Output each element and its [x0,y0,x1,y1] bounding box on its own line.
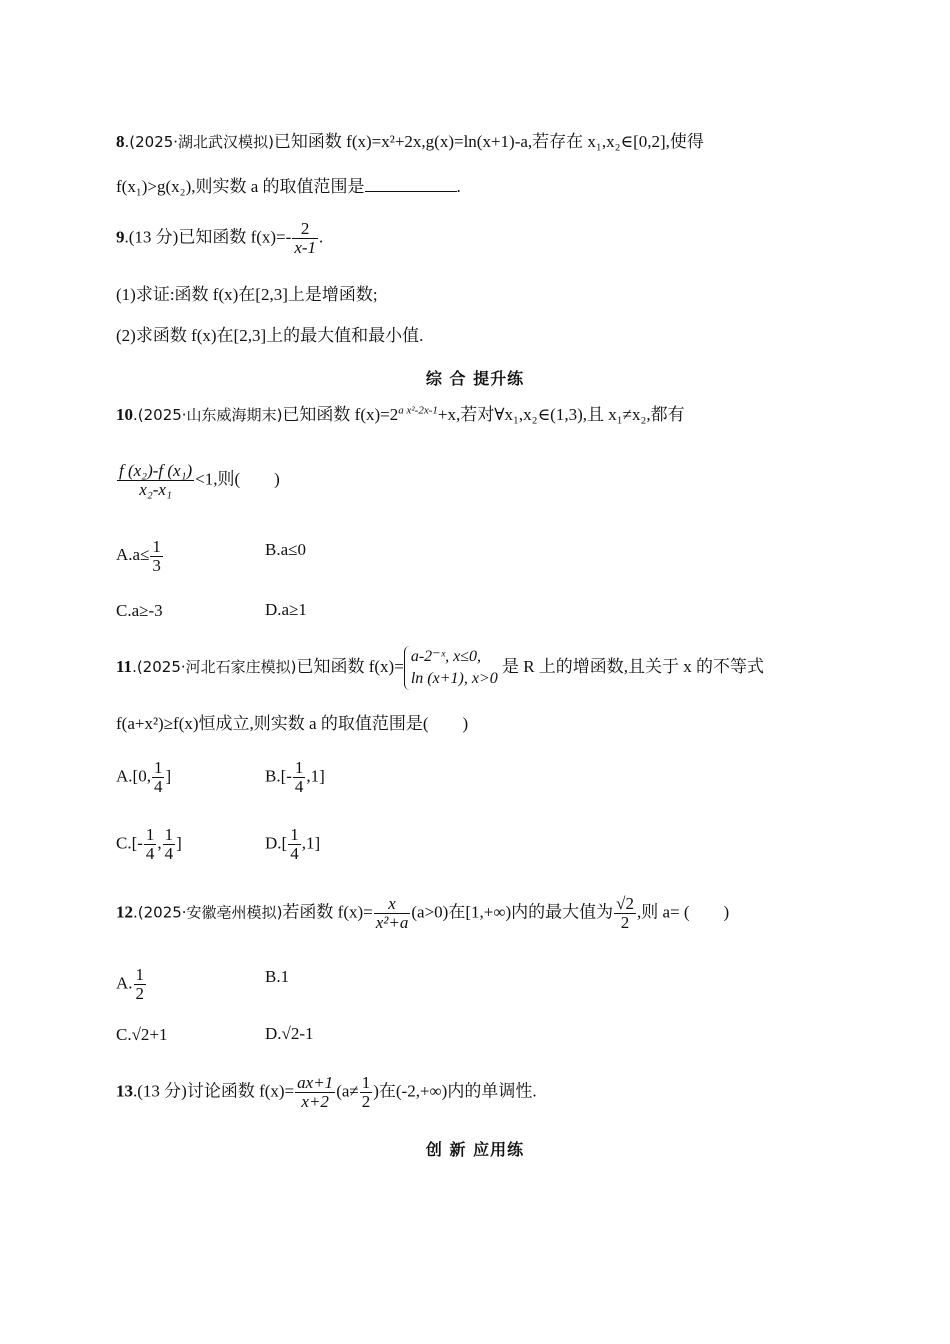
q8-source: .(2025·湖北武汉模拟) [124,133,274,151]
answer-blank[interactable] [365,175,457,192]
q13-mid: (a≠ [336,1081,359,1101]
q10-options-row1 [116,538,164,575]
q11-case1: a-2⁻ˣ, x≤0, [410,648,481,665]
q8-text2: f(x₁)>g(x₂),则实数 a 的取值范围是 [116,177,365,196]
q11-number: 11 [116,656,133,676]
frac-num: 1 [164,825,174,844]
q12-fraction [374,895,411,932]
label: A.[0, [116,766,151,786]
frac-num: 1 [294,758,304,777]
section-title-comprehensive: 综 合 提升练 [425,369,525,388]
q9-line1 [116,220,323,257]
frac [134,966,147,1003]
label-end: ] [176,833,182,853]
section-title-innovation: 创 新 应用练 [425,1140,525,1159]
q9-frac-num: 2 [292,220,318,239]
q11-option-a[interactable] [116,759,171,796]
q10-source: .(2025·山东威海期末) [133,406,283,424]
label: C.[- [116,833,143,853]
frac-den: 4 [145,843,155,863]
q12-option-b[interactable]: B.1 [265,967,290,986]
comma: , [157,833,162,853]
q12-text1b: (a>0)在[1,+∞)内的最大值为 [411,902,614,922]
label-end: ] [165,766,172,786]
frac-num: 1 [153,758,163,777]
q12-text1c: ,则 a= ( ) [636,902,730,922]
frac-den: 4 [290,843,299,863]
q10-option-d[interactable]: D.a≥1 [265,600,307,619]
q9-part2: (2)求函数 f(x)在[2,3]上的最大值和最小值. [116,326,424,345]
q9-tail: . [319,227,324,247]
q10-frac-num: f (x₂)-f (x₁) [119,461,193,480]
q13-fraction [295,1074,335,1111]
q11-line1 [116,646,764,690]
q10-frac-den: x₂-x₁ [139,479,172,499]
frac-num: 1 [290,825,299,844]
q10-line1 [116,404,685,426]
frac-num: 1 [152,537,161,556]
frac [288,826,301,863]
q13-tail: )在(-2,+∞)内的单调性. [373,1081,537,1101]
q12-source: .(2025·安徽亳州模拟) [133,903,283,922]
frac-den: 4 [294,776,304,796]
q10-option-b[interactable]: B.a≤0 [265,540,306,559]
q10-text2: <1,则( ) [195,469,280,489]
q13-head: .(13 分)讨论函数 f(x)= [133,1081,295,1101]
q10-text1a: 已知函数 f(x)=2 [282,405,399,424]
frac-num: 1 [135,965,145,984]
frac-num: x [374,895,411,914]
label: A. [116,973,133,993]
q11-text1b: 是 R 上的增函数,且关于 x 的不等式 [501,656,765,676]
q10-number: 10 [116,405,133,424]
q10-fraction [117,462,194,499]
q8-line1 [116,131,704,153]
frac-den: x+2 [301,1091,329,1111]
label-end: ,1] [306,766,325,786]
frac-den: 3 [152,555,161,575]
q10-option-a-frac [150,538,163,575]
label-end: ,1] [301,833,321,853]
q12-option-d[interactable]: D.√2-1 [265,1024,314,1043]
frac [163,826,176,863]
q10-option-a[interactable] [116,537,164,575]
frac-den: 2 [135,983,145,1003]
q11-option-c[interactable] [116,826,182,863]
frac-den: x²+a [375,912,409,932]
frac-num: 1 [145,825,155,844]
label: D.[ [265,833,288,853]
q10-text1b: +x,若对∀x₁,x₂∈(1,3),且 x₁≠x₂,都有 [437,405,685,424]
frac [293,759,306,796]
q8-text1: 已知函数 f(x)=x²+2x,g(x)=ln(x+1)-a,若存在 x₁,x₂∈[0,2],使得 [273,132,704,151]
q9-frac-den: x-1 [294,237,317,257]
q10-option-a-label: A.a≤ [116,545,150,565]
q9-head: .(13 分)已知函数 f(x)=- [124,227,292,247]
q12-line1 [116,895,729,932]
frac [144,826,157,863]
label: B.[- [265,766,292,786]
frac-den: 2 [620,912,630,932]
q11-source: .(2025·河北石家庄模拟) [132,657,297,676]
q12-text1a: 若函数 f(x)= [282,902,373,922]
frac-den: 4 [153,776,163,796]
q9-fraction [292,220,318,257]
q11-option-d[interactable] [265,826,320,863]
q12-max-frac [614,895,636,932]
q13-line1 [116,1074,537,1111]
q10-option-c[interactable]: C.a≥-3 [116,601,163,620]
frac-num: ax+1 [297,1073,334,1092]
q8-number: 8 [116,132,125,151]
q9-number: 9 [116,227,125,247]
q13-cond-frac [360,1074,373,1111]
q11-option-b[interactable] [265,759,325,796]
frac-den: 4 [164,843,174,863]
q8-line2 [116,175,461,198]
q12-option-c[interactable]: C.√2+1 [116,1025,168,1044]
frac [152,759,165,796]
q12-number: 12 [116,902,133,922]
q8-text2-end: . [456,177,461,196]
frac-den: 2 [361,1091,371,1111]
q11-piecewise [404,646,498,690]
q11-text1a: 已知函数 f(x)= [296,656,404,676]
q10-line2 [116,462,280,499]
q10-exponent: a x²-2x-1 [398,404,438,417]
frac-num: 1 [361,1073,371,1092]
q13-number: 13 [116,1081,133,1101]
q12-option-a[interactable] [116,966,147,1003]
frac-num: √2 [616,894,634,913]
q9-part1: (1)求证:函数 f(x)在[2,3]上是增函数; [116,285,378,304]
q11-case2: ln (x+1), x>0 [410,670,498,687]
q11-line2: f(a+x²)≥f(x)恒成立,则实数 a 的取值范围是( ) [116,714,469,733]
